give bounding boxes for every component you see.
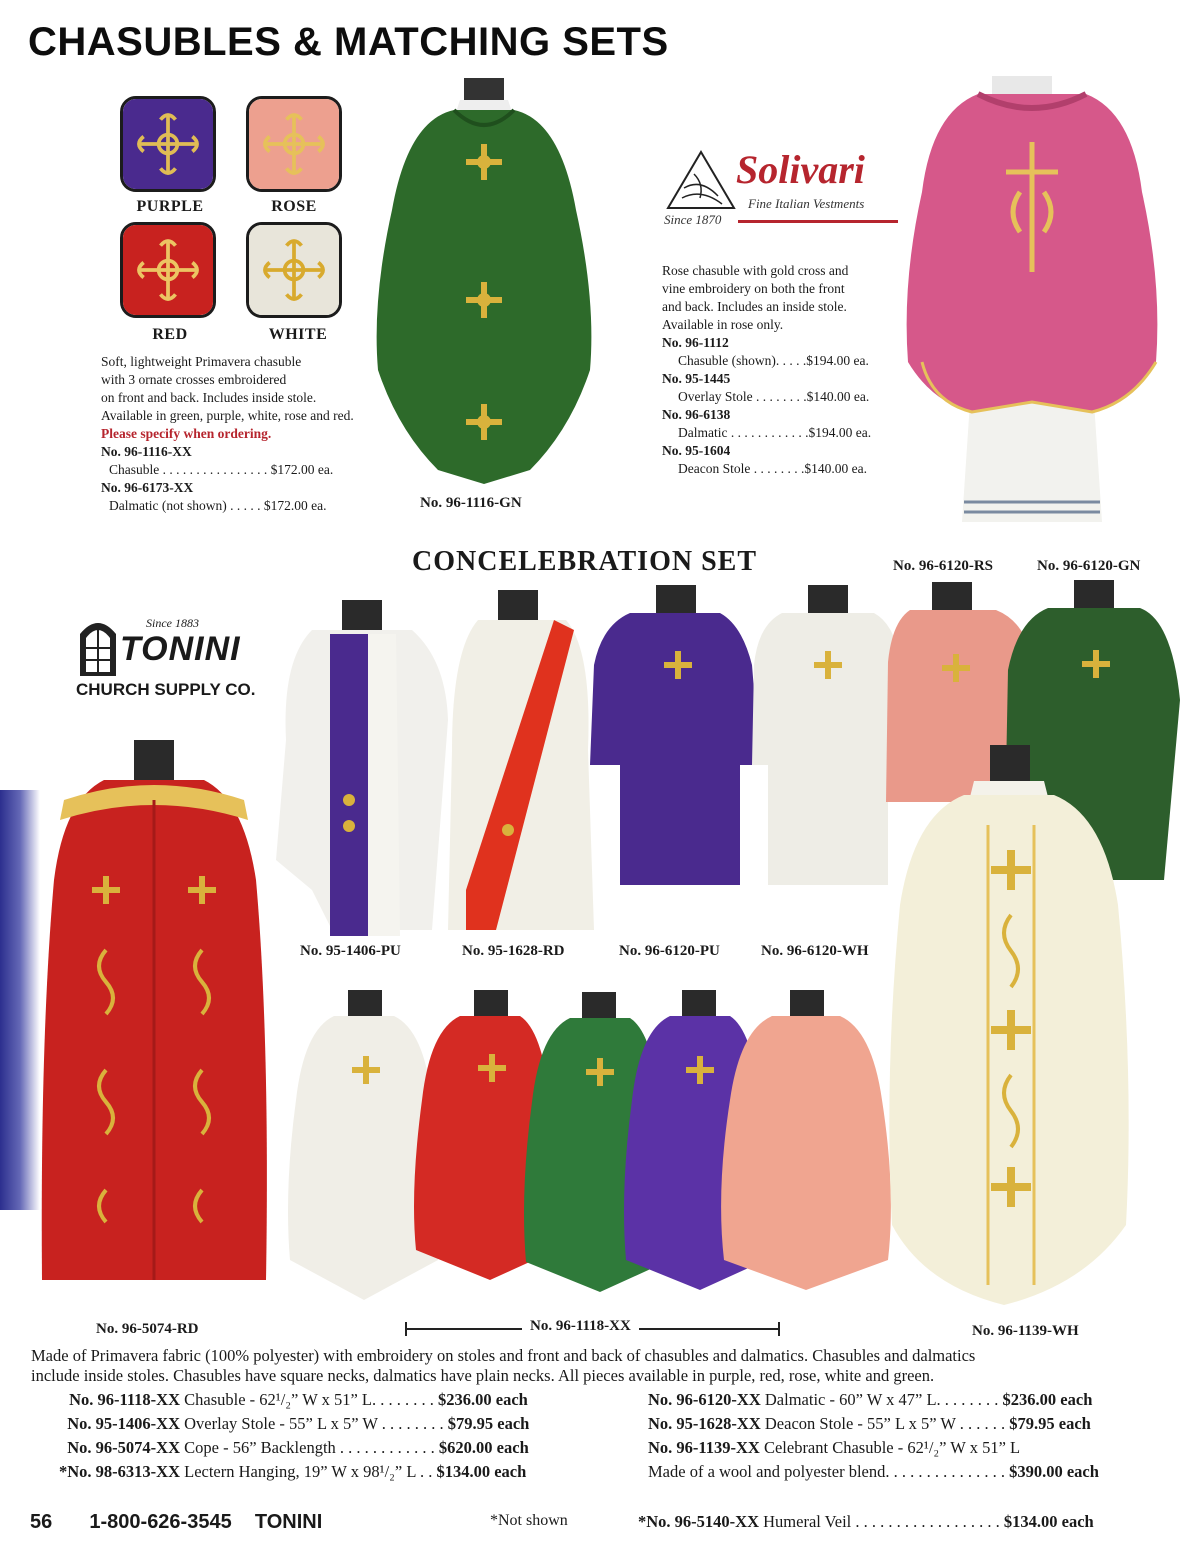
gold-cross-icon xyxy=(249,99,339,189)
swatch-label-purple: PURPLE xyxy=(136,198,204,215)
solivari-since: Since 1870 xyxy=(664,212,722,227)
swatch-label-rose: ROSE xyxy=(271,198,317,215)
price-row xyxy=(40,1390,528,1410)
caption-96-6120-wh: No. 96-6120-WH xyxy=(761,943,869,959)
primavera-note: Please specify when ordering. xyxy=(101,426,272,441)
price-row xyxy=(648,1414,1091,1434)
item-description: Celebrant Chasuble - 62¹/₂” W x 51” L xyxy=(763,1438,1021,1457)
item-price: $79.95 each xyxy=(1009,1414,1091,1433)
gold-cross-icon xyxy=(123,99,213,189)
item-description: Cope - 56” Backlength . . . . . . . . . . . . xyxy=(184,1438,435,1457)
tonini-subtitle: CHURCH SUPPLY CO. xyxy=(76,680,256,699)
footer-company: TONINI xyxy=(254,1511,323,1533)
page-footer xyxy=(30,1511,322,1534)
solivari-desc-line: Rose chasuble with gold cross and xyxy=(662,263,849,278)
page-number: 56 xyxy=(30,1511,53,1533)
item-number: No. 96-1139-XX xyxy=(648,1438,760,1457)
item-price: $134.00 each xyxy=(1003,1512,1094,1531)
price-row xyxy=(638,1512,1094,1532)
solivari-desc-line: vine embroidery on both the front xyxy=(662,281,845,296)
page-heading: CHASUBLES & MATCHING SETS xyxy=(28,20,669,64)
primavera-desc-line: Available in green, purple, white, rose and red. xyxy=(101,408,354,423)
price-row xyxy=(30,1462,526,1482)
church-window-icon xyxy=(76,616,120,676)
item-description: Made of a wool and polyester blend. . . . . . . . . . . . . . . xyxy=(648,1462,1005,1481)
rose-chasuble-image xyxy=(902,72,1162,522)
item-number: No. 96-5074-XX xyxy=(67,1438,180,1457)
green-chasuble-image xyxy=(368,70,600,490)
description-line: include inside stoles. Chasubles have square necks, dalmatics have plain necks. All pieces available in purple, red, rose, white and green. xyxy=(31,1366,935,1385)
primavera-desc-line: on front and back. Includes inside stole. xyxy=(101,390,317,405)
item-number: No. 96-1112 xyxy=(662,335,729,350)
red-cope-image xyxy=(34,740,274,1310)
swatch-label-red: RED xyxy=(152,326,188,343)
swatch-rose xyxy=(246,96,342,192)
item-description: Dalmatic - 60” W x 47” L. . . . . . . . xyxy=(764,1390,999,1409)
item-price-line: Deacon Stole . . . . . . . .$140.00 ea. xyxy=(678,461,867,476)
tonini-since: Since 1883 xyxy=(146,616,199,630)
swatch-red xyxy=(120,222,216,318)
rose-chasuble-row-image xyxy=(716,990,896,1300)
range-indicator-right-tick xyxy=(778,1322,780,1336)
solivari-tagline: Fine Italian Vestments xyxy=(748,196,865,211)
caption-95-1628-rd: No. 95-1628-RD xyxy=(462,943,565,959)
tonini-logo xyxy=(76,612,266,704)
solivari-description xyxy=(662,262,912,478)
purple-overlay-stole-image xyxy=(272,600,452,940)
item-number: *No. 98-6313-XX xyxy=(59,1462,180,1481)
gold-cross-icon xyxy=(123,225,213,315)
range-indicator-left-tick xyxy=(405,1322,407,1336)
item-description: Lectern Hanging, 19” W x 98¹/₂” L . . xyxy=(184,1462,433,1481)
price-row xyxy=(40,1438,529,1458)
item-description: Humeral Veil . . . . . . . . . . . . . . . . . . xyxy=(763,1512,1000,1531)
swatch-label-white: WHITE xyxy=(268,326,328,343)
item-description: Overlay Stole - 55” L x 5” W . . . . . . . . xyxy=(184,1414,444,1433)
caption-96-6120-gn: No. 96-6120-GN xyxy=(1037,558,1141,574)
caption-96-6120-rs: No. 96-6120-RS xyxy=(893,558,993,574)
not-shown-note: *Not shown xyxy=(490,1512,568,1529)
item-price: $79.95 each xyxy=(447,1414,530,1433)
solivari-brand: Solivari xyxy=(736,147,865,192)
solivari-desc-line: Available in rose only. xyxy=(662,317,784,332)
price-row xyxy=(648,1390,1092,1410)
item-number: *No. 96-5140-XX xyxy=(638,1512,759,1531)
primavera-desc-line: with 3 ornate crosses embroidered xyxy=(101,372,287,387)
item-number: No. 95-1604 xyxy=(662,443,731,458)
solivari-divider xyxy=(738,220,898,223)
item-price: $134.00 each xyxy=(436,1462,527,1481)
price-row xyxy=(40,1414,529,1434)
item-price: $390.00 each xyxy=(1009,1462,1099,1481)
item-number: No. 95-1406-XX xyxy=(67,1414,180,1433)
concelebration-description xyxy=(31,1346,1181,1386)
item-number: No. 95-1628-XX xyxy=(648,1414,761,1433)
item-price-line: Chasuble . . . . . . . . . . . . . . . . $172.00 ea. xyxy=(109,462,334,477)
caption-96-1118-xx: No. 96-1118-XX xyxy=(522,1318,639,1335)
item-description: Deacon Stole - 55” L x 5” W . . . . . . xyxy=(764,1414,1006,1433)
caption-96-5074-rd: No. 96-5074-RD xyxy=(96,1321,199,1337)
item-number: No. 96-1118-XX xyxy=(69,1390,180,1409)
caption-95-1406-pu: No. 95-1406-PU xyxy=(300,943,401,959)
green-chasuble-caption: No. 96-1116-GN xyxy=(420,495,522,511)
white-dalmatic-image xyxy=(752,585,902,945)
gold-cross-icon xyxy=(249,225,339,315)
item-number: No. 96-1116-XX xyxy=(101,444,192,459)
item-number: No. 96-6173-XX xyxy=(101,480,194,495)
item-price: $236.00 each xyxy=(438,1390,528,1409)
caption-96-6120-pu: No. 96-6120-PU xyxy=(619,943,720,959)
concelebration-title: CONCELEBRATION SET xyxy=(412,546,758,577)
tonini-name: TONINI xyxy=(120,630,241,668)
price-row xyxy=(648,1438,1020,1458)
price-row xyxy=(648,1462,1099,1482)
item-price-line: Chasuble (shown). . . . .$194.00 ea. xyxy=(678,353,869,368)
item-price: $236.00 each xyxy=(1002,1390,1093,1409)
solivari-logo xyxy=(664,148,904,228)
item-price-line: Overlay Stole . . . . . . . .$140.00 ea. xyxy=(678,389,870,404)
item-number: No. 96-6120-XX xyxy=(648,1390,761,1409)
red-deacon-stole-image xyxy=(438,590,608,940)
caption-96-1139-wh: No. 96-1139-WH xyxy=(972,1323,1079,1339)
item-price: $620.00 each xyxy=(438,1438,529,1457)
footer-phone: 1-800-626-3545 xyxy=(89,1511,232,1533)
primavera-description xyxy=(101,353,401,515)
description-line: Made of Primavera fabric (100% polyester) with embroidery on stoles and front and back of chasubles and dalmatics. Chasubles and dalmatics xyxy=(31,1346,976,1365)
swatch-purple xyxy=(120,96,216,192)
item-number: No. 96-6138 xyxy=(662,407,731,422)
primavera-desc-line: Soft, lightweight Primavera chasuble xyxy=(101,354,302,369)
item-price-line: Dalmatic (not shown) . . . . . $172.00 ea. xyxy=(109,498,327,513)
white-celebrant-chasuble-image xyxy=(884,745,1134,1315)
purple-dalmatic-image xyxy=(590,585,760,945)
solivari-desc-line: and back. Includes an inside stole. xyxy=(662,299,847,314)
item-price-line: Dalmatic . . . . . . . . . . . .$194.00 ea. xyxy=(678,425,872,440)
item-description: Chasuble - 62¹/₂” W x 51” L. . . . . . . . xyxy=(184,1390,434,1409)
swatch-white xyxy=(246,222,342,318)
item-number: No. 95-1445 xyxy=(662,371,731,386)
